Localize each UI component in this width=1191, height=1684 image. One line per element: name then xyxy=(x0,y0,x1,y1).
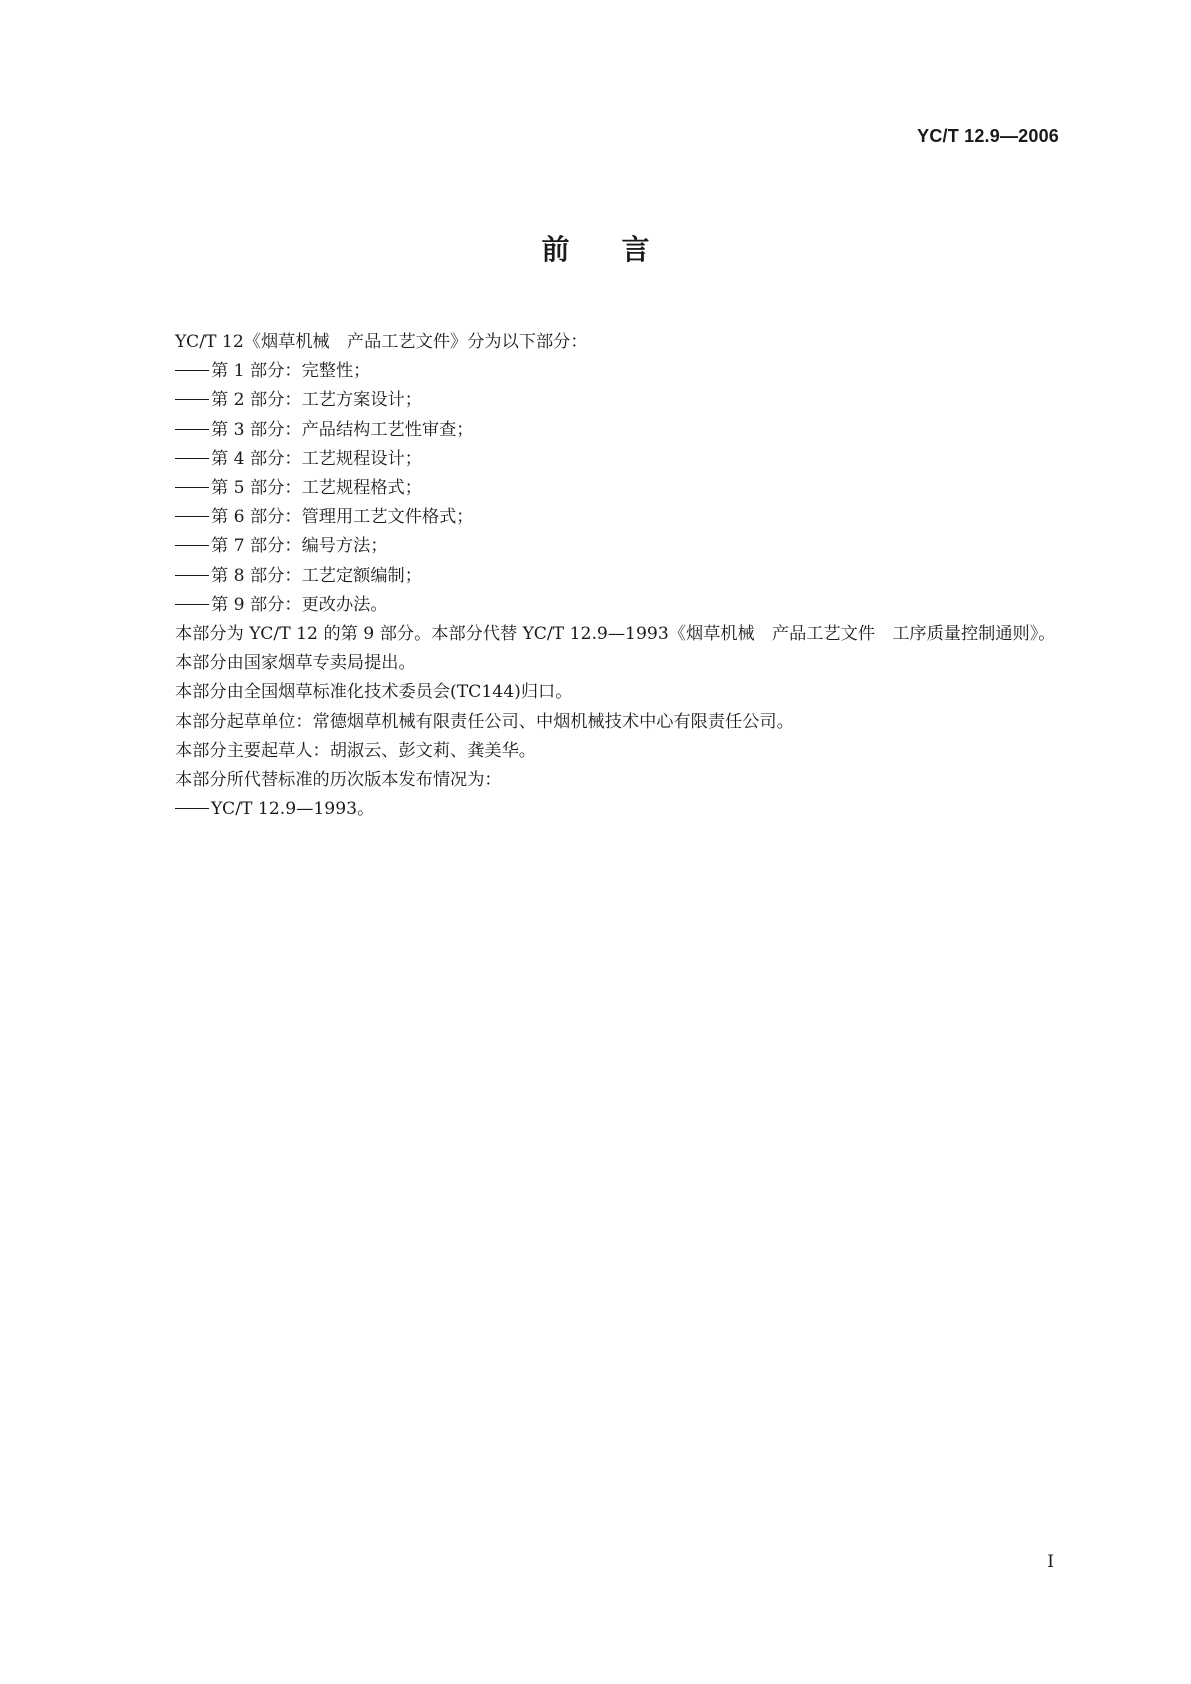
title-char-1: 前 xyxy=(541,233,570,266)
proposed-by-paragraph: 本部分由国家烟草专卖局提出。 xyxy=(175,653,416,674)
dash-mark xyxy=(175,808,209,809)
centralized-by-paragraph: 本部分由全国烟草标准化技术委员会(TC144)归口。 xyxy=(175,682,573,703)
dash-mark xyxy=(175,487,209,488)
document-body xyxy=(136,328,1064,824)
list-item-text: 第 3 部分：产品结构工艺性审查； xyxy=(211,419,474,440)
history-item-text: YC/T 12.9—1993。 xyxy=(211,799,375,820)
dash-mark xyxy=(175,516,209,517)
title-char-2: 言 xyxy=(621,233,650,266)
list-item xyxy=(136,357,1064,386)
list-item-text: 第 9 部分：更改办法。 xyxy=(211,594,388,615)
history-item xyxy=(136,795,1064,824)
list-item-text: 第 4 部分：工艺规程设计； xyxy=(211,448,422,469)
document-code: YC/T 12.9—2006 xyxy=(917,126,1059,146)
history-intro-paragraph: 本部分所代替标准的历次版本发布情况为： xyxy=(175,770,502,791)
list-item xyxy=(136,445,1064,474)
list-item xyxy=(136,503,1064,532)
dash-mark xyxy=(175,545,209,546)
list-item xyxy=(136,591,1064,620)
dash-mark xyxy=(175,458,209,459)
list-item-text: 第 7 部分：编号方法； xyxy=(211,536,388,557)
list-item-text: 第 6 部分：管理用工艺文件格式； xyxy=(211,507,474,528)
list-item xyxy=(136,562,1064,591)
dash-mark xyxy=(175,575,209,576)
drafting-units-paragraph: 本部分起草单位：常德烟草机械有限责任公司、中烟机械技术中心有限责任公司。 xyxy=(175,711,794,732)
page-number: I xyxy=(1047,1552,1054,1572)
replaces-paragraph: 本部分为 YC/T 12 的第 9 部分。本部分代替 YC/T 12.9—1993《烟草机械 产品工艺文件 工序质量控制通则》。 xyxy=(175,624,1056,645)
list-item-text: 第 1 部分：完整性； xyxy=(211,361,371,382)
drafters-paragraph: 本部分主要起草人：胡淑云、彭文莉、龚美华。 xyxy=(175,740,536,761)
dash-mark xyxy=(175,429,209,430)
intro-paragraph: YC/T 12《烟草机械 产品工艺文件》分为以下部分： xyxy=(175,332,588,352)
dash-mark xyxy=(175,370,209,371)
list-item-text: 第 5 部分：工艺规程格式； xyxy=(211,478,422,499)
list-item xyxy=(136,386,1064,415)
list-item xyxy=(136,474,1064,503)
page-title xyxy=(0,228,1191,268)
list-item xyxy=(136,416,1064,445)
dash-mark xyxy=(175,399,209,400)
list-item-text: 第 8 部分：工艺定额编制； xyxy=(211,565,422,586)
list-item-text: 第 2 部分：工艺方案设计； xyxy=(211,390,422,411)
dash-mark xyxy=(175,604,209,605)
list-item xyxy=(136,532,1064,561)
